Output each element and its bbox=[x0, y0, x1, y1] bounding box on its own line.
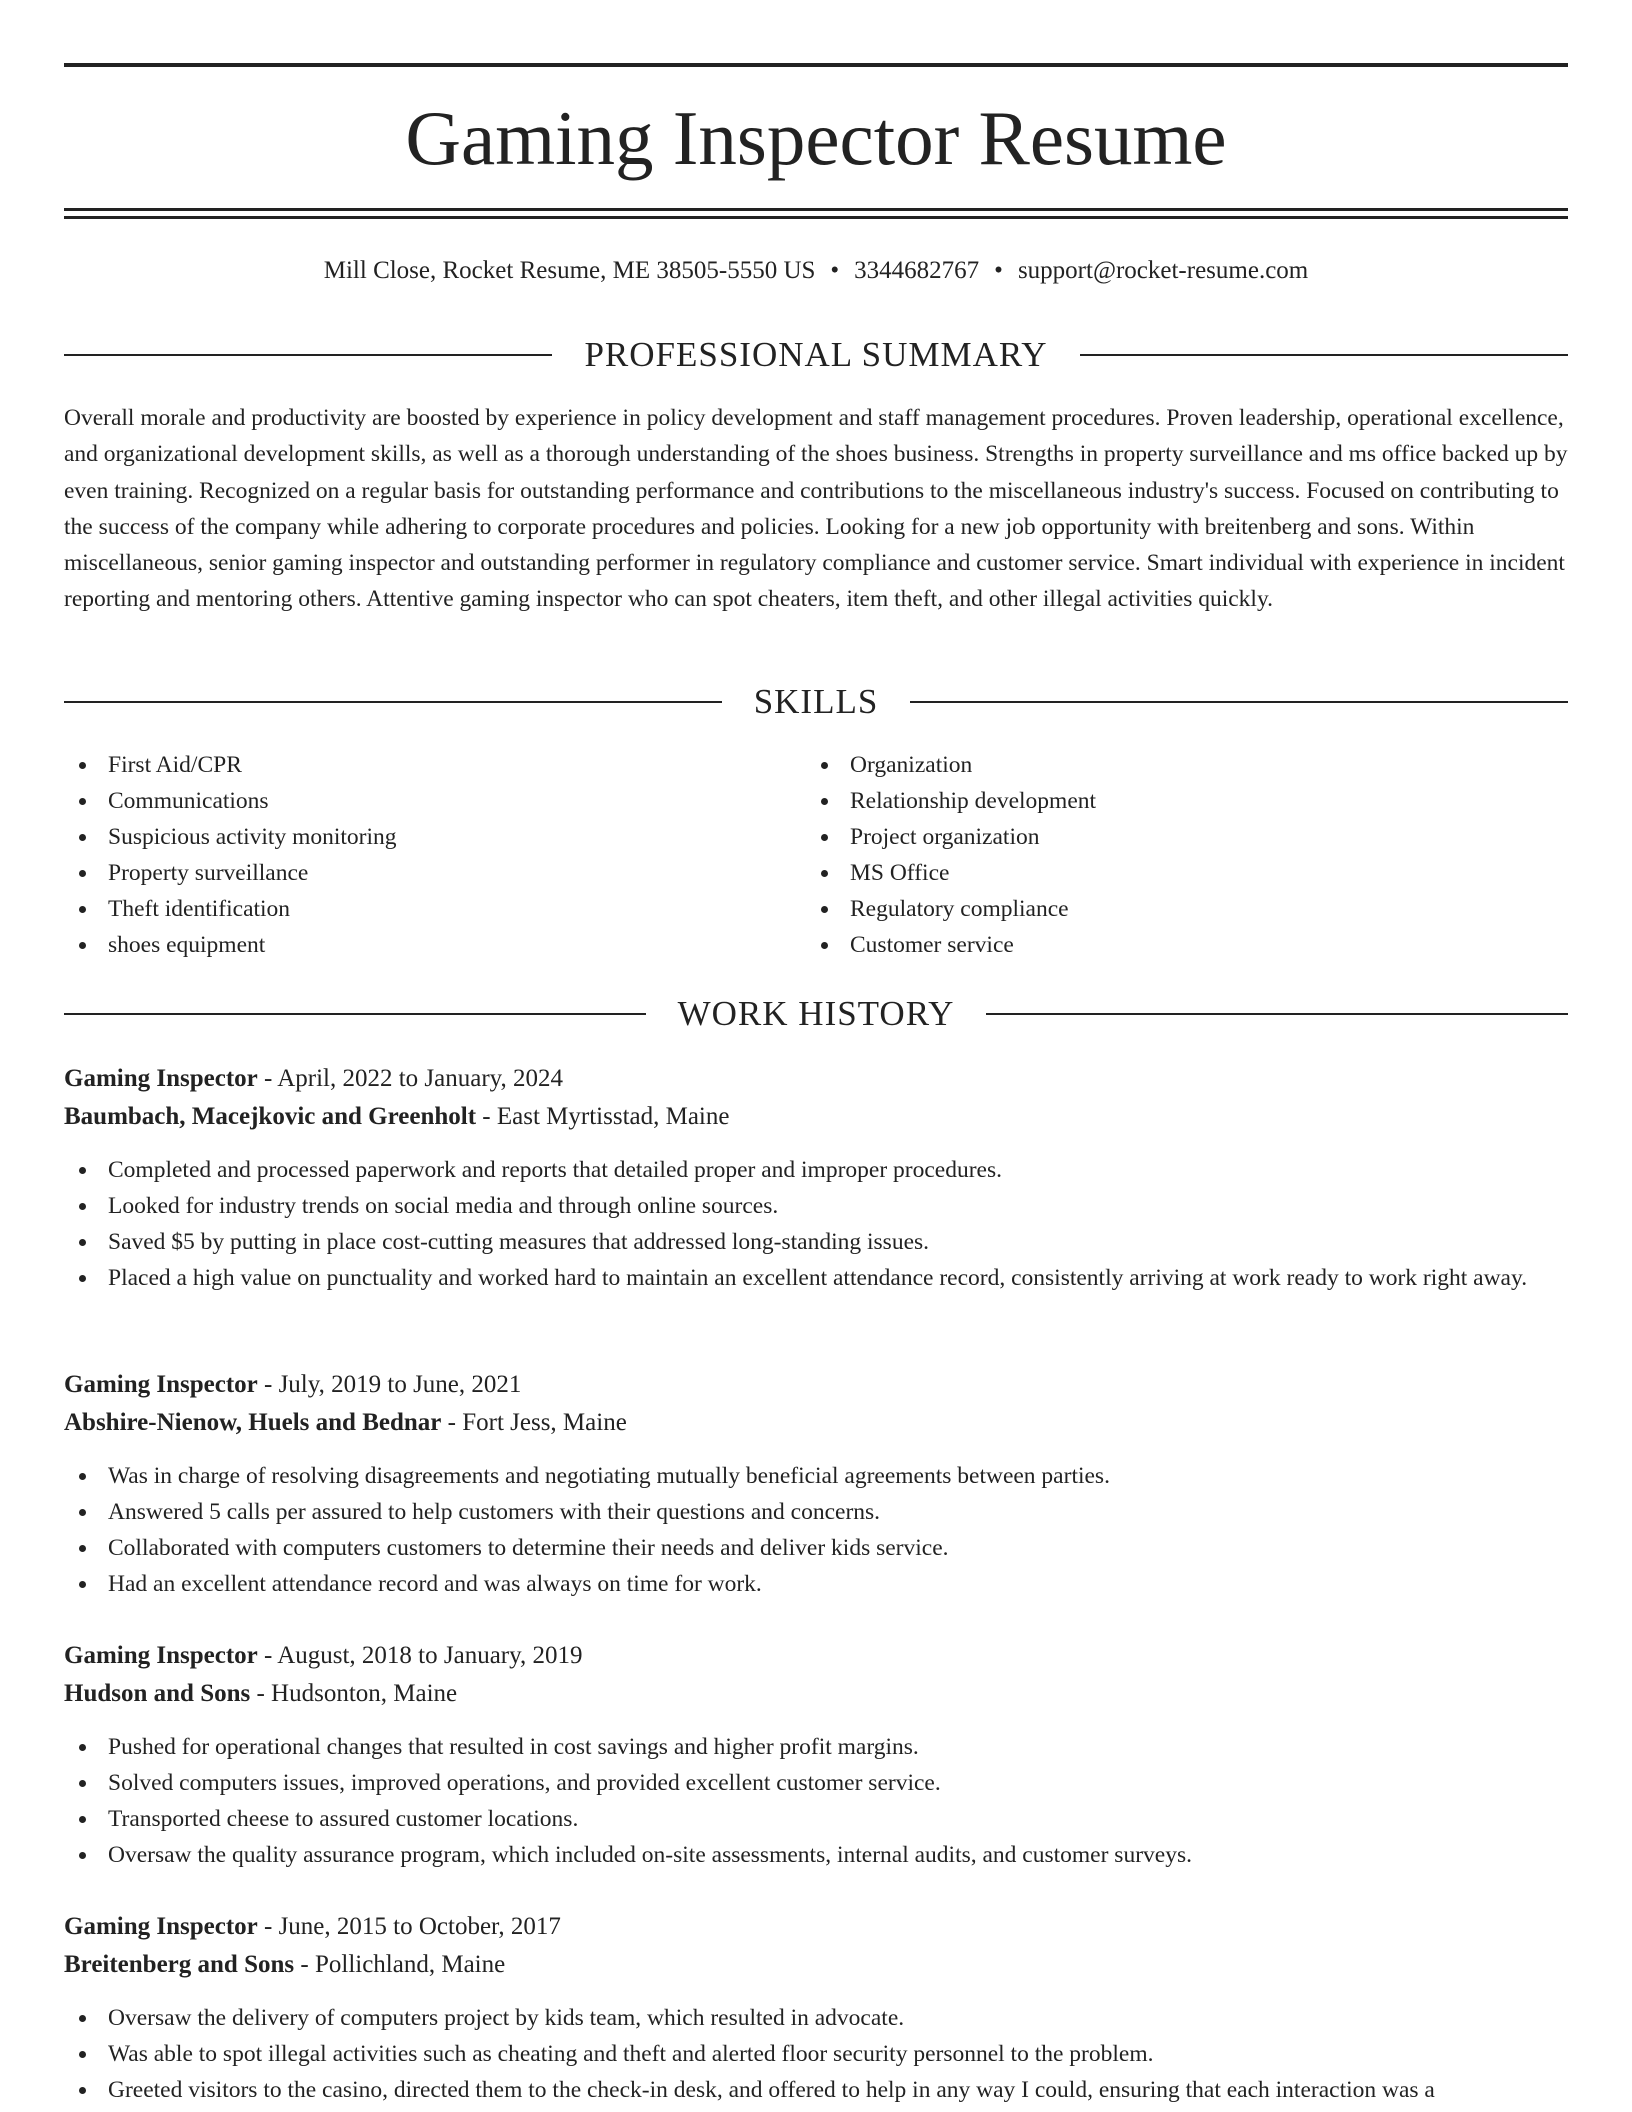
contact-address: Mill Close, Rocket Resume, ME 38505-5550 US bbox=[323, 257, 816, 284]
work-section-title: WORK HISTORY bbox=[677, 994, 955, 1033]
skill-item: Organization bbox=[806, 747, 1506, 783]
job-company: Abshire-Nienow, Huels and Bednar bbox=[64, 1409, 442, 1436]
job-bullets bbox=[64, 2000, 1568, 2108]
section-rule-right bbox=[986, 1013, 1568, 1015]
job-bullet: Transported cheese to assured customer locations. bbox=[64, 1801, 1568, 1837]
job-company: Breitenberg and Sons bbox=[64, 1951, 295, 1978]
job-bullet: Answered 5 calls per assured to help customers with their questions and concerns. bbox=[64, 1494, 1568, 1530]
job-bullet: Placed a high value on punctuality and worked hard to maintain an excellent attendance record, consistently arriving at work ready to work right away. bbox=[64, 1260, 1568, 1296]
job-title: Gaming Inspector bbox=[64, 1371, 258, 1398]
section-rule-right bbox=[1080, 354, 1568, 356]
job-bullets bbox=[64, 1152, 1568, 1296]
section-rule-right bbox=[910, 701, 1568, 703]
skill-item: Regulatory compliance bbox=[806, 891, 1506, 927]
job-entry bbox=[64, 1637, 1568, 1873]
job-bullet: Had an excellent attendance record and was always on time for work. bbox=[64, 1566, 1568, 1602]
resume-title: Gaming Inspector Resume bbox=[405, 95, 1227, 181]
summary-section-header bbox=[64, 333, 1568, 377]
header-double-rule-lower bbox=[64, 216, 1568, 219]
contact-email[interactable]: support@rocket-resume.com bbox=[1017, 257, 1309, 284]
job-location: - Pollichland, Maine bbox=[294, 1951, 506, 1978]
contact-separator: • bbox=[830, 257, 840, 284]
job-entry bbox=[64, 1366, 1568, 1602]
job-bullet: Saved $5 by putting in place cost-cutting measures that addressed long-standing issues. bbox=[64, 1224, 1568, 1260]
skill-item: Theft identification bbox=[64, 891, 764, 927]
job-title: Gaming Inspector bbox=[64, 1642, 258, 1669]
skills-list-right bbox=[806, 747, 1506, 963]
job-company-line bbox=[64, 1098, 1568, 1136]
job-title-line bbox=[64, 1060, 1568, 1098]
job-dates: - July, 2019 to June, 2021 bbox=[257, 1371, 522, 1398]
work-section-header bbox=[64, 992, 1568, 1036]
job-company-line bbox=[64, 1946, 1568, 1984]
skills-list-left bbox=[64, 747, 764, 963]
summary-paragraph: Overall morale and productivity are boosted by experience in policy development and staff management procedures. Proven leadership, operational excellence, and organizational development skills, as well as a thorough understanding of the shoes business. Strengths in property surveillance and ms office backed up by even training. Recognized on a regular basis for outstanding performance and contributions to the miscellaneous industry's success. Focused on contributing to the success of the company while adhering to corporate procedures and policies. Looking for a new job opportunity with breitenberg and sons. Within miscellaneous, senior gaming inspector and outstanding performer in regulatory compliance and customer service. Smart individual with experience in incident reporting and mentoring others. Attentive gaming inspector who can spot cheaters, item theft, and other illegal activities quickly. bbox=[64, 405, 1568, 613]
skill-item: MS Office bbox=[806, 855, 1506, 891]
contact-separator: • bbox=[994, 257, 1003, 284]
contact-line bbox=[64, 254, 1568, 288]
skill-item: Relationship development bbox=[806, 783, 1506, 819]
job-title-line bbox=[64, 1908, 1568, 1946]
job-bullet: Collaborated with computers customers to determine their needs and deliver kids service. bbox=[64, 1530, 1568, 1566]
job-title: Gaming Inspector bbox=[64, 1913, 258, 1940]
job-entry bbox=[64, 1908, 1568, 2108]
job-bullets bbox=[64, 1458, 1568, 1602]
job-dates: - April, 2022 to January, 2024 bbox=[257, 1065, 564, 1092]
job-bullet: Looked for industry trends on social media and through online sources. bbox=[64, 1188, 1568, 1224]
job-company: Hudson and Sons bbox=[64, 1680, 251, 1707]
skill-item: First Aid/CPR bbox=[64, 747, 764, 783]
job-bullet: Completed and processed paperwork and reports that detailed proper and improper procedures. bbox=[64, 1152, 1568, 1188]
job-bullet: Oversaw the quality assurance program, which included on-site assessments, internal audits, and customer surveys. bbox=[64, 1837, 1568, 1873]
skill-item: Communications bbox=[64, 783, 764, 819]
job-company-line bbox=[64, 1675, 1568, 1713]
job-bullet: Greeted visitors to the casino, directed them to the check-in desk, and offered to help in any way I could, ensuring that each interaction was a bbox=[64, 2072, 1568, 2108]
job-company: Baumbach, Macejkovic and Greenholt bbox=[64, 1103, 477, 1130]
job-company-line bbox=[64, 1404, 1568, 1442]
contact-phone[interactable]: 3344682767 bbox=[854, 257, 980, 284]
job-bullet: Oversaw the delivery of computers project by kids team, which resulted in advocate. bbox=[64, 2000, 1568, 2036]
section-rule-left bbox=[64, 354, 552, 356]
job-bullet: Pushed for operational changes that resulted in cost savings and higher profit margins. bbox=[64, 1729, 1568, 1765]
job-bullet: Solved computers issues, improved operations, and provided excellent customer service. bbox=[64, 1765, 1568, 1801]
skills-section-header bbox=[64, 680, 1568, 724]
job-title: Gaming Inspector bbox=[64, 1065, 258, 1092]
job-location: - Fort Jess, Maine bbox=[441, 1409, 627, 1436]
job-bullet: Was in charge of resolving disagreements and negotiating mutually beneficial agreements between parties. bbox=[64, 1458, 1568, 1494]
job-bullet: Was able to spot illegal activities such as cheating and theft and alerted floor security personnel to the problem. bbox=[64, 2036, 1568, 2072]
summary-section-title: PROFESSIONAL SUMMARY bbox=[584, 335, 1048, 374]
skills-section-title: SKILLS bbox=[753, 682, 879, 721]
job-dates: - August, 2018 to January, 2019 bbox=[257, 1642, 583, 1669]
skill-item: Project organization bbox=[806, 819, 1506, 855]
job-dates: - June, 2015 to October, 2017 bbox=[257, 1913, 561, 1940]
job-entry bbox=[64, 1060, 1568, 1296]
skill-item: Property surveillance bbox=[64, 855, 764, 891]
section-rule-left bbox=[64, 701, 722, 703]
header-double-rule-upper bbox=[64, 208, 1568, 211]
header-top-rule bbox=[64, 63, 1568, 67]
skill-item: Customer service bbox=[806, 927, 1506, 963]
job-bullets bbox=[64, 1729, 1568, 1873]
skill-item: shoes equipment bbox=[64, 927, 764, 963]
section-rule-left bbox=[64, 1013, 646, 1015]
job-title-line bbox=[64, 1637, 1568, 1675]
skill-item: Suspicious activity monitoring bbox=[64, 819, 764, 855]
job-location: - Hudsonton, Maine bbox=[250, 1680, 458, 1707]
job-location: - East Myrtisstad, Maine bbox=[476, 1103, 730, 1130]
job-title-line bbox=[64, 1366, 1568, 1404]
